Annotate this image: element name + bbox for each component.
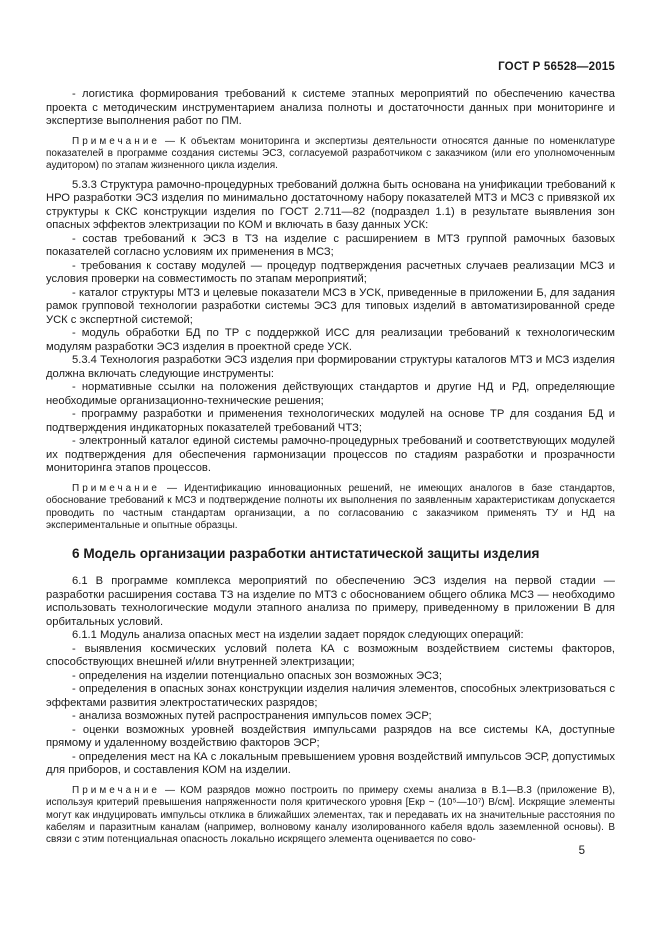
paragraph-6-1-1: 6.1.1 Модуль анализа опасных мест на изделии задает порядок следующих операций: [72,629,524,642]
paragraph-list-item: - логистика формирования требований к системе этапных мероприятий по обеспечению качества проекта с методическим инструментарием анализа полноты и достаточности данных при мониторинге и экспертизе выполнения работ по ПМ. [46,88,615,127]
paragraph-list-item: - определения в опасных зонах конструкции изделия наличия элементов, способных электризоваться с эффектами развития электростатических разрядов; [46,683,615,709]
paragraph-list-item: - состав требований к ЭСЗ в ТЗ на изделие с расширением в МТЗ группой рамочных базовых показателей согласно условиям их применения в МСЗ; [46,232,615,259]
paragraph-list-item: - нормативные ссылки на положения действующих стандартов и другие НД и РД, определяющие необходимые организационно-технические решения; [46,381,615,407]
paragraph-list-item: - оценки возможных уровней воздействия импульсами разрядов на все системы КА, доступные прямому и удаленному воздействию факторов ЭСР; [46,723,615,750]
note-label: Примечание [72,482,160,494]
note-paragraph [46,483,615,533]
note-text: — КОМ разрядов можно построить по примеру схемы анализа в В.1—В.3 (приложение В), используя критерий превышения напряженности поля критического уровня [Екр ~ (10⁵—10⁷) В/см]. Искрящие элементы могут как индуцировать импульсы отклика в ближайших элементах, так и передавать их на значительные расстояния по кабелям и паразитным каналам (например, волновому каналу изолированного кабеля вдоль заземленной основы). В связи с этим потенциальная опасность локально искрящего элемента оценивается по сово- [46,784,616,846]
paragraph-list-item: - анализа возможных путей распространения импульсов помех ЭСР; [72,710,432,723]
paragraph-6-1: 6.1 В программе комплекса мероприятий по обеспечению ЭСЗ изделия на первой стадии — разработки расширения состава ТЗ на изделие по МТЗ с обоснованием общего облика МСЗ — необходимо использовать технологические модули этапного анализа по примеру, приведенному в приложении В для орбитальных условий. [46,575,615,628]
note-paragraph [46,136,615,173]
note-text: — К объектам мониторинга и экспертизы деятельности относятся данные по номенклатуре показателей в программе создания системы ЭСЗ, согласуемой разработчиком с заказчиком (или его уполномоченным аудитором) по этапам жизненного цикла изделия. [46,135,615,172]
paragraph-list-item: - каталог структуры МТЗ и целевые показатели МСЗ в УСК, приведенные в приложении Б, для задания рамок групповой технологии разработки системы ЭСЗ для типовых изделий в автоматизированной среде УСК с экспертной системой; [46,286,615,326]
section-heading-6: 6 Модель организации разработки антистатической защиты изделия [72,546,540,562]
note-paragraph [46,785,615,847]
note-text: — Идентификацию инновационных решений, не имеющих аналогов в базе стандартов, обоснование требований к МСЗ и подтверждение полноты их выполнения по заявленным характеристикам допускается проводить по частным стандартам организации, а по согласованию с заказчиком применять ТУ и НД на экспериментальные и опытные образцы. [46,482,615,531]
note-label: Примечание [72,784,160,796]
paragraph-list-item: - модуль обработки БД по ТР с поддержкой ИСС для реализации требований к технологическим модулям разработки ЭСЗ изделия в проектной среде УСК. [46,327,615,353]
paragraph-5-3-4: 5.3.4 Технология разработки ЭСЗ изделия при формировании структуры каталогов МТЗ и МСЗ изделия должна включать следующие инструменты: [46,354,615,380]
page-number: 5 [578,845,585,857]
document-body [46,88,615,853]
paragraph-list-item: - выявления космических условий полета КА с возможным воздействием системы факторов, способствующих внешней и/или внутренней электризации; [46,642,615,669]
paragraph-list-item: - требования к составу модулей — процедур подтверждения расчетных случаев реализации МСЗ и условия проверки на совместимость по этапам мероприятий; [46,259,615,286]
paragraph-list-item: - определения на изделии потенциально опасных зон возможных ЭСЗ; [72,669,442,682]
paragraph-5-3-3: 5.3.3 Структура рамочно-процедурных требований должна быть основана на унификации требований к НРО разработки ЭСЗ изделия по минимально достаточному набору показателей МТЗ и МСЗ с привязкой их структуры к СКС конструкции изделия по ГОСТ 2.711—82 (подраздел 1.1) в результате выявления зон опасных эффектов электризации по КОМ и включать в базу данных УСК: [46,178,615,232]
note-label: Примечание [72,135,160,147]
paragraph-list-item: - определения мест на КА с локальным превышением уровня воздействий импульсов ЭСР, допустимых для приборов, и составления КОМ на изделии. [46,750,615,777]
paragraph-list-item: - электронный каталог единой системы рамочно-процедурных требований и соответствующих модулей их подтверждения для обеспечения гармонизации процессов по стадиям разработки и прозрачности мониторинга этапов процессов. [46,435,615,475]
paragraph-list-item: - программу разработки и применения технологических модулей на основе ТР для создания БД и подтверждения индикаторных показателей требований ЧТЗ; [46,408,615,434]
standard-code-header: ГОСТ Р 56528—2015 [498,61,615,73]
